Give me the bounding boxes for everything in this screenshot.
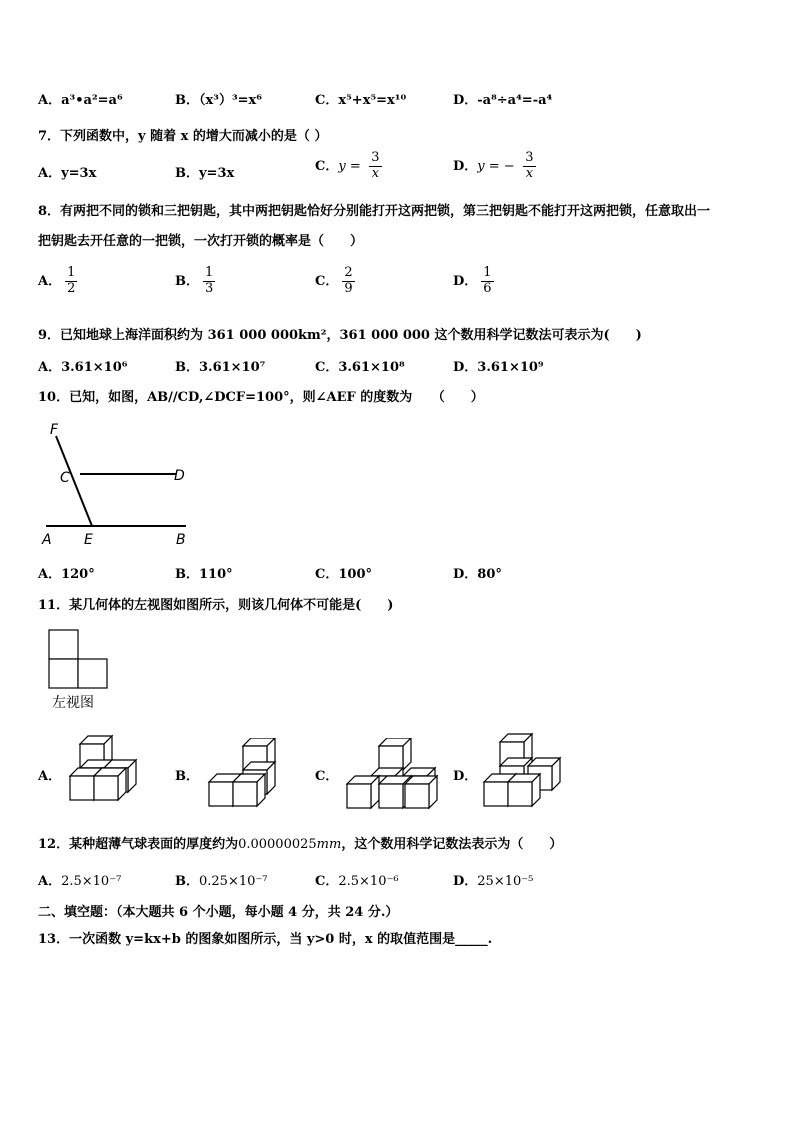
q6-option-d: D．-a⁸÷a⁴=-a⁴ — [453, 93, 553, 108]
q11-solid-b — [205, 738, 285, 810]
cube — [508, 774, 540, 806]
label-c: C — [60, 470, 70, 486]
q8-option-a: A． $\frac{1}{2}$ — [38, 265, 76, 296]
q7-option-d: D．y = − $\frac{3}{x}$ — [453, 150, 534, 181]
q11-solid-a — [64, 730, 144, 806]
q11-option-b-label: B． — [175, 769, 199, 784]
q9-option-c: C．3.61×10⁸ — [315, 360, 405, 375]
q12-option-d: D．25×10⁻⁵ — [453, 874, 534, 889]
cube — [94, 768, 126, 800]
q9-option-d: D．3.61×10⁹ — [453, 360, 544, 375]
q12-option-b: B．0.25×10⁻⁷ — [175, 874, 268, 889]
q7-c-fraction: $\frac{3}{x}$ — [371, 150, 380, 181]
q6-option-b: B．（x³）³=x⁶ — [175, 93, 262, 108]
cube — [347, 776, 379, 808]
q6-option-a: A．a³•a²=a⁶ — [38, 93, 123, 108]
cube — [233, 774, 265, 806]
q10-option-d: D．80° — [453, 567, 502, 582]
section-heading-fill-blank: 二、填空题：（本大题共 6 个小题，每小题 4 分，共 24 分.） — [38, 905, 399, 920]
q10-stem: 10．已知，如图，AB//CD,∠DCF=100°，则∠AEF 的度数为 （ ） — [38, 390, 484, 405]
q6-option-c: C．x⁵+x⁵=x¹⁰ — [315, 93, 407, 108]
label-f: F — [50, 422, 59, 438]
q8-stem-line1: 8．有两把不同的锁和三把钥匙，其中两把钥匙恰好分别能打开这两把锁，第三把钥匙不能打开这两把锁，任意取出一 — [38, 204, 711, 219]
q7-option-a: A．y=3x — [38, 166, 97, 181]
q8-option-d: D． $\frac{1}{6}$ — [453, 265, 492, 296]
label-d: D — [174, 468, 185, 484]
q12-option-a: A．2.5×10⁻⁷ — [38, 874, 122, 889]
q11-stem: 11．某几何体的左视图如图所示，则该几何体不可能是( ) — [38, 598, 394, 613]
q7-option-b: B．y=3x — [175, 166, 235, 181]
q8-stem-line2: 把钥匙去开任意的一把锁，一次打开锁的概率是（ ） — [38, 234, 364, 249]
q11-view-label: 左视图 — [52, 695, 94, 711]
q8-option-b: B． $\frac{1}{3}$ — [175, 265, 214, 296]
q10-option-a: A．120° — [38, 567, 95, 582]
label-e: E — [84, 532, 93, 548]
q10-parallel-lines-figure — [36, 408, 196, 552]
q13-stem: 13．一次函数 y=kx+b 的图象如图所示，当 y>0 时，x 的取值范围是_____. — [38, 932, 493, 947]
q9-stem: 9．已知地球上海洋面积约为 361 000 000km²，361 000 000 这个数用科学记数法可表示为( ) — [38, 328, 642, 343]
q11-option-a-label: A． — [38, 769, 62, 784]
q9-option-b: B．3.61×10⁷ — [175, 360, 266, 375]
label-a: A — [42, 532, 52, 548]
cube — [379, 738, 411, 770]
q11-option-c-label: C． — [315, 769, 339, 784]
q8-option-c: C． $\frac{2}{9}$ — [315, 265, 353, 296]
cube — [405, 776, 437, 808]
q7-stem: 7．下列函数中，y 随着 x 的增大而减小的是（ ） — [38, 129, 328, 144]
q12-stem: 12．某种超薄气球表面的厚度约为0.00000025mm，这个数用科学记数法表示为（ ） — [38, 837, 563, 852]
q11-option-d-label: D． — [453, 769, 478, 784]
q10-option-c: C．100° — [315, 567, 372, 582]
label-b: B — [176, 532, 186, 548]
q11-left-view-figure — [46, 628, 110, 690]
q7-d-fraction: $\frac{3}{x}$ — [525, 150, 534, 181]
q12-option-c: C．2.5×10⁻⁶ — [315, 874, 399, 889]
q11-solid-d — [478, 730, 564, 812]
q9-option-a: A．3.61×10⁶ — [38, 360, 128, 375]
q11-solid-c — [343, 738, 443, 810]
q10-option-b: B．110° — [175, 567, 233, 582]
q7-option-c: C．y = $\frac{3}{x}$ — [315, 150, 380, 181]
